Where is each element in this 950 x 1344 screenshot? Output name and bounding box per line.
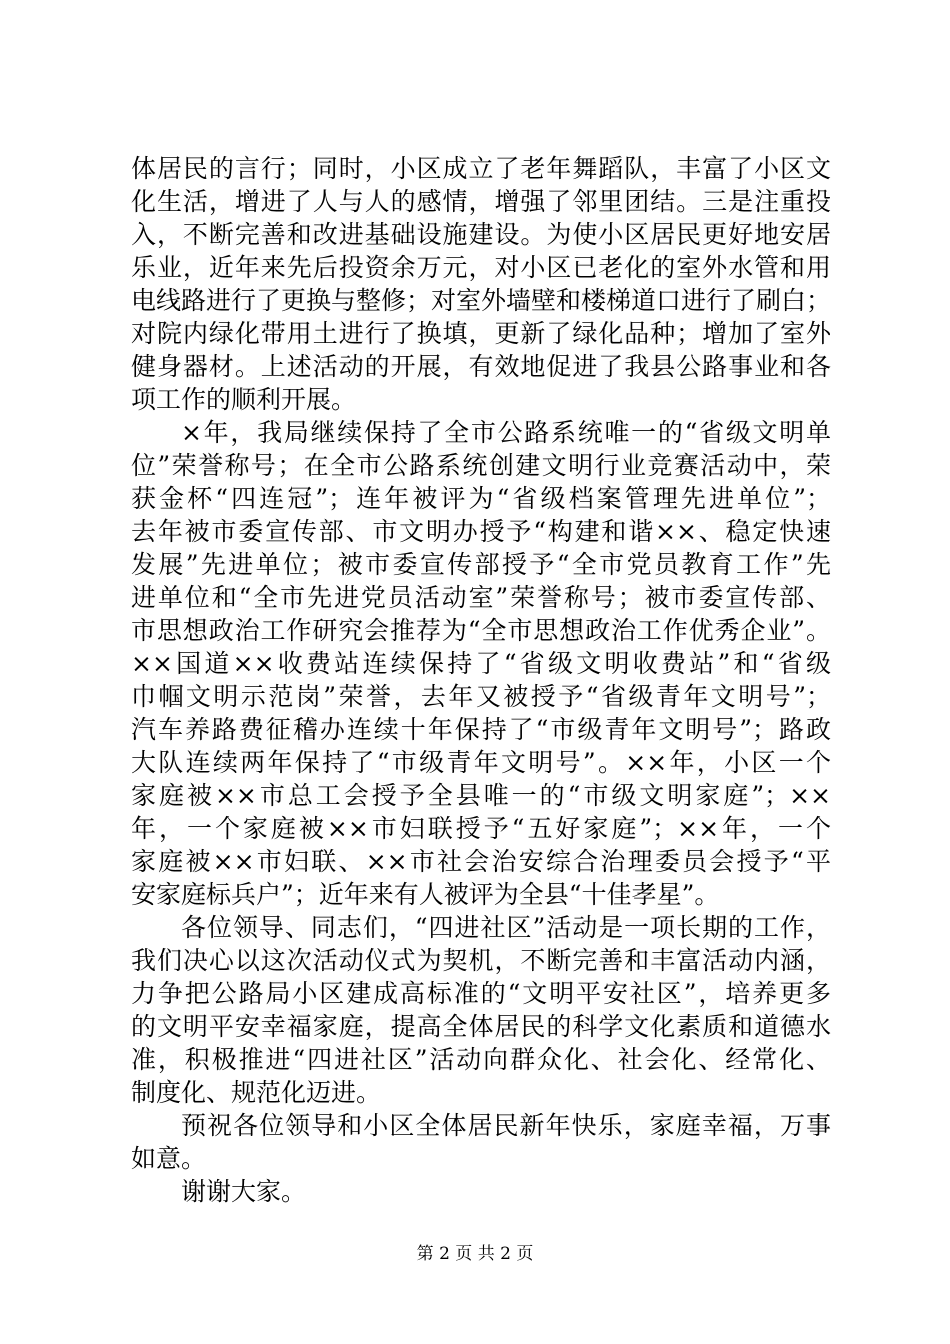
page-footer: 第 2 页 共 2 页: [416, 1244, 534, 1264]
text-line: 获金杯“四连冠”；连年被评为“省级档案管理先进单位”；: [131, 484, 831, 513]
text-line: 年，一个家庭被××市妇联授予“五好家庭”；××年，一个: [131, 814, 831, 843]
text-line: 我们决心以这次活动仪式为契机，不断完善和丰富活动内涵，: [131, 946, 831, 975]
text-line: 项工作的顺利开展。: [131, 385, 357, 414]
text-line: 电线路进行了更换与整修；对室外墙壁和楼梯道口进行了刷白；: [131, 286, 832, 315]
text-line: 汽车养路费征稽办连续十年保持了“市级青年文明号”；路政: [131, 715, 831, 744]
text-line: 预祝各位领导和小区全体居民新年快乐，家庭幸福，万事: [181, 1111, 831, 1140]
text-line: 力争把公路局小区建成高标准的“文明平安社区”，培养更多: [131, 979, 831, 1008]
text-line: 各位领导、同志们，“四进社区”活动是一项长期的工作，: [181, 913, 831, 942]
text-line: 体居民的言行；同时，小区成立了老年舞蹈队，丰富了小区文: [131, 154, 831, 183]
text-line: 去年被市委宣传部、市文明办授予“构建和谐××、稳定快速: [131, 517, 831, 546]
text-line: 谢谢大家。: [181, 1177, 307, 1206]
text-line: ×年，我局继续保持了全市公路系统唯一的“省级文明单: [181, 418, 831, 447]
text-line: 健身器材。上述活动的开展，有效地促进了我县公路事业和各: [131, 352, 831, 381]
text-line: 进单位和“全市先进党员活动室”荣誉称号；被市委宣传部、: [131, 583, 831, 612]
text-line: 家庭被××市妇联、××市社会治安综合治理委员会授予“平: [131, 847, 831, 876]
text-line: 制度化、规范化迈进。: [131, 1078, 382, 1107]
text-line: 乐业，近年来先后投资余万元，对小区已老化的室外水管和用: [131, 253, 831, 282]
text-line: 大队连续两年保持了“市级青年文明号”。××年，小区一个: [131, 748, 831, 777]
text-line: 安家庭标兵户”；近年来有人被评为全县“十佳孝星”。: [131, 880, 720, 909]
text-line: 家庭被××市总工会授予全县唯一的“市级文明家庭”；××: [131, 781, 831, 810]
text-line: 如意。: [131, 1144, 207, 1173]
document-body: [131, 152, 831, 1208]
text-line: 准，积极推进“四进社区”活动向群众化、社会化、经常化、: [131, 1045, 831, 1074]
text-line: 化生活，增进了人与人的感情，增强了邻里团结。三是注重投: [131, 187, 831, 216]
text-line: 入，不断完善和改进基础设施建设。为使小区居民更好地安居: [131, 220, 831, 249]
text-line: ××国道××收费站连续保持了“省级文明收费站”和“省级: [131, 649, 831, 678]
text-line: 位”荣誉称号；在全市公路系统创建文明行业竞赛活动中，荣: [131, 451, 831, 480]
text-line: 的文明平安幸福家庭，提高全体居民的科学文化素质和道德水: [131, 1012, 831, 1041]
text-line: 对院内绿化带用土进行了换填，更新了绿化品种；增加了室外: [131, 319, 831, 348]
text-line: 巾帼文明示范岗”荣誉，去年又被授予“省级青年文明号”；: [131, 682, 831, 711]
text-line: 市思想政治工作研究会推荐为“全市思想政治工作优秀企业”。: [131, 616, 831, 645]
text-line: 发展”先进单位；被市委宣传部授予“全市党员教育工作”先: [131, 550, 831, 579]
